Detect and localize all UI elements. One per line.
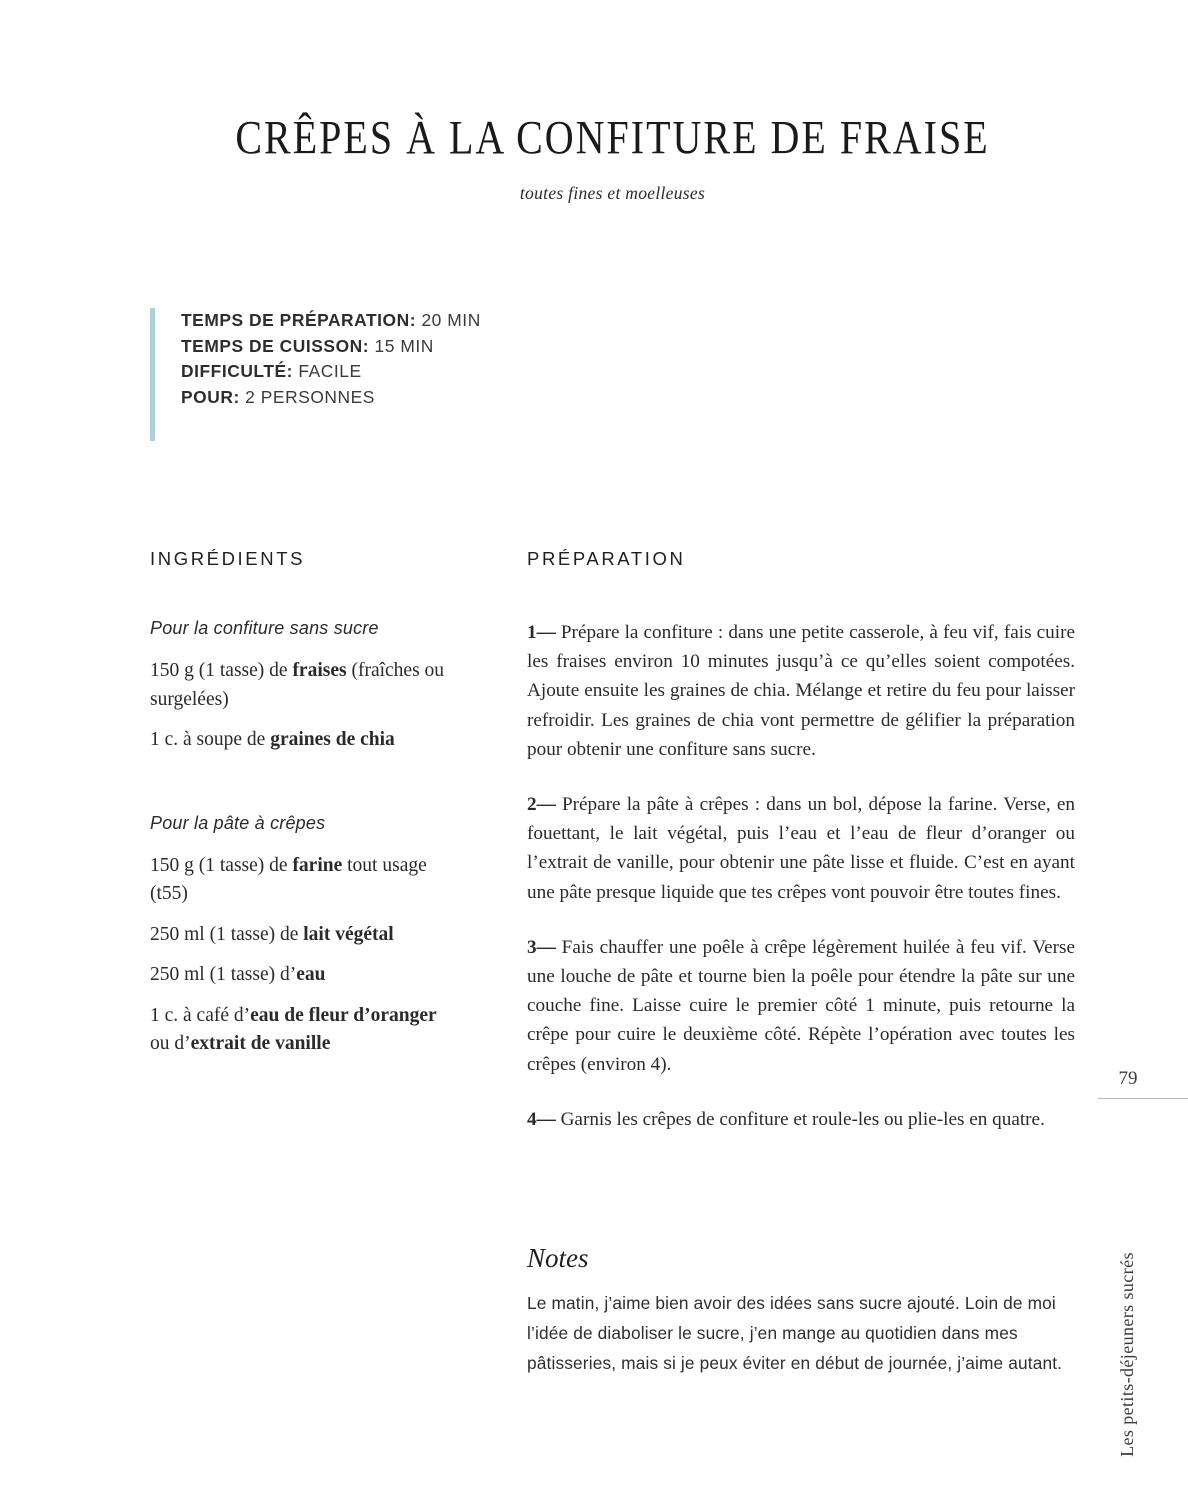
ingredient-name: eau de fleur d’oranger xyxy=(250,1004,437,1026)
notes-body: Le matin, j’aime bien avoir des idées sans sucre ajouté. Loin de moi l’idée de diaboliser le sucre, j’en mange au quotidien dans mes pâtisseries, mais si je peux éviter en début de journée, j’aime autant. xyxy=(527,1293,1063,1373)
ingredient-name: farine xyxy=(292,854,343,876)
preparation-step xyxy=(527,618,1075,764)
step-number: 4— xyxy=(527,1108,556,1130)
meta-value: 2 PERSONNES xyxy=(239,386,375,407)
ingredient-name: lait végétal xyxy=(303,923,394,945)
running-head-label: Les petits-déjeuners sucrés xyxy=(1116,1252,1137,1457)
preparation-step xyxy=(527,1105,1075,1134)
ingredient-qty: 1 c. à café d’ xyxy=(150,1004,251,1026)
meta-value: FACILE xyxy=(292,361,362,382)
ingredient-name: graines de chia xyxy=(270,729,395,750)
notes-block xyxy=(527,1243,1067,1378)
notes-heading: Notes xyxy=(527,1243,589,1273)
ingredient-item xyxy=(150,1002,450,1059)
ingredient-group xyxy=(150,813,450,1059)
title-block xyxy=(150,112,1075,204)
ingredients-heading: INGRÉDIENTS xyxy=(150,548,306,569)
preparation-heading: PRÉPARATION xyxy=(527,548,686,569)
ingredient-alt-name: extrait de vanille xyxy=(190,1033,331,1054)
ingredient-name: eau xyxy=(296,964,326,985)
preparation-step xyxy=(527,790,1075,907)
ingredient-name: fraises xyxy=(292,660,347,681)
ingredient-group-title: Pour la pâte à crêpes xyxy=(150,812,326,833)
step-text: Prépare la pâte à crêpes : dans un bol, dépose la farine. Verse, en fouettant, le lait végétal, puis l’eau et l’eau de fleur d’oranger ou l’extrait de vanille, pour obtenir une pâte lisse et fluide. C’est en ayant une pâte presque liquide que tes crêpes vont pouvoir être toutes fines. xyxy=(527,794,1075,903)
ingredient-alt-connector: ou d’ xyxy=(150,1033,191,1054)
ingredient-qty: 150 g (1 tasse) de xyxy=(150,660,293,681)
ingredient-item xyxy=(150,921,450,950)
meta-label: TEMPS DE CUISSON: xyxy=(181,335,370,356)
meta-row xyxy=(181,334,481,360)
meta-label: DIFFICULTÉ: xyxy=(181,361,293,382)
step-text: Prépare la confiture : dans une petite casserole, à feu vif, fais cuire les fraises environ 10 minutes jusqu’à ce qu’elles soient compotées. Ajoute ensuite les graines de chia. Mélange et retire du feu pour laisser refroidir. Les graines de chia vont permettre de gélifier la préparation pour obtenir une confiture sans sucre. xyxy=(527,622,1075,760)
ingredient-note: tout usage (t55) xyxy=(150,854,427,904)
meta-value: 15 MIN xyxy=(369,335,434,356)
ingredient-qty: 1 c. à soupe de xyxy=(150,729,271,750)
meta-row xyxy=(181,359,481,385)
ingredient-group-title: Pour la confiture sans sucre xyxy=(150,618,379,638)
folio-divider xyxy=(1098,1098,1188,1099)
ingredient-qty: 250 ml (1 tasse) de xyxy=(150,923,304,945)
meta-row xyxy=(181,308,481,334)
step-number: 1— xyxy=(527,622,556,643)
step-text: Fais chauffer une poêle à crêpe légèrement huilée à feu vif. Verse une louche de pâte et tourne bien la poêle pour étendre la pâte sur une couche fine. Laisse cuire le premier côté 1 minute, puis retourne la crêpe pour cuire le deuxième côté. Répète l’opération avec toutes les crêpes (environ 4). xyxy=(527,936,1075,1075)
ingredient-qty: 150 g (1 tasse) de xyxy=(150,854,293,876)
meta-row xyxy=(181,385,481,411)
ingredient-note: (fraîches ou surgelées) xyxy=(150,660,445,710)
meta-label: TEMPS DE PRÉPARATION: xyxy=(181,310,417,330)
step-number: 2— xyxy=(527,794,556,816)
ingredient-qty: 250 ml (1 tasse) d’ xyxy=(150,964,297,985)
ingredient-item xyxy=(150,657,450,714)
recipe-meta-block xyxy=(150,308,481,441)
step-number: 3— xyxy=(527,936,556,958)
step-text: Garnis les crêpes de confiture et roule-les ou plie-les en quatre. xyxy=(555,1108,1045,1130)
preparation-steps xyxy=(527,618,1075,1134)
ingredient-item xyxy=(150,961,450,990)
ingredients-column xyxy=(150,548,450,1059)
page-number: 79 xyxy=(1118,1068,1138,1089)
ingredient-group xyxy=(150,618,450,755)
preparation-step xyxy=(527,933,1075,1079)
ingredient-item xyxy=(150,852,450,909)
meta-label: POUR: xyxy=(181,386,240,407)
preparation-column xyxy=(527,548,1075,1134)
meta-value: 20 MIN xyxy=(416,310,481,330)
ingredients-groups xyxy=(150,618,450,1059)
running-head xyxy=(1095,1115,1159,1457)
page-title: CRÊPES À LA CONFITURE DE FRAISE xyxy=(235,110,990,164)
ingredient-item xyxy=(150,726,450,755)
page-subtitle: toutes fines et moelleuses xyxy=(519,182,706,203)
